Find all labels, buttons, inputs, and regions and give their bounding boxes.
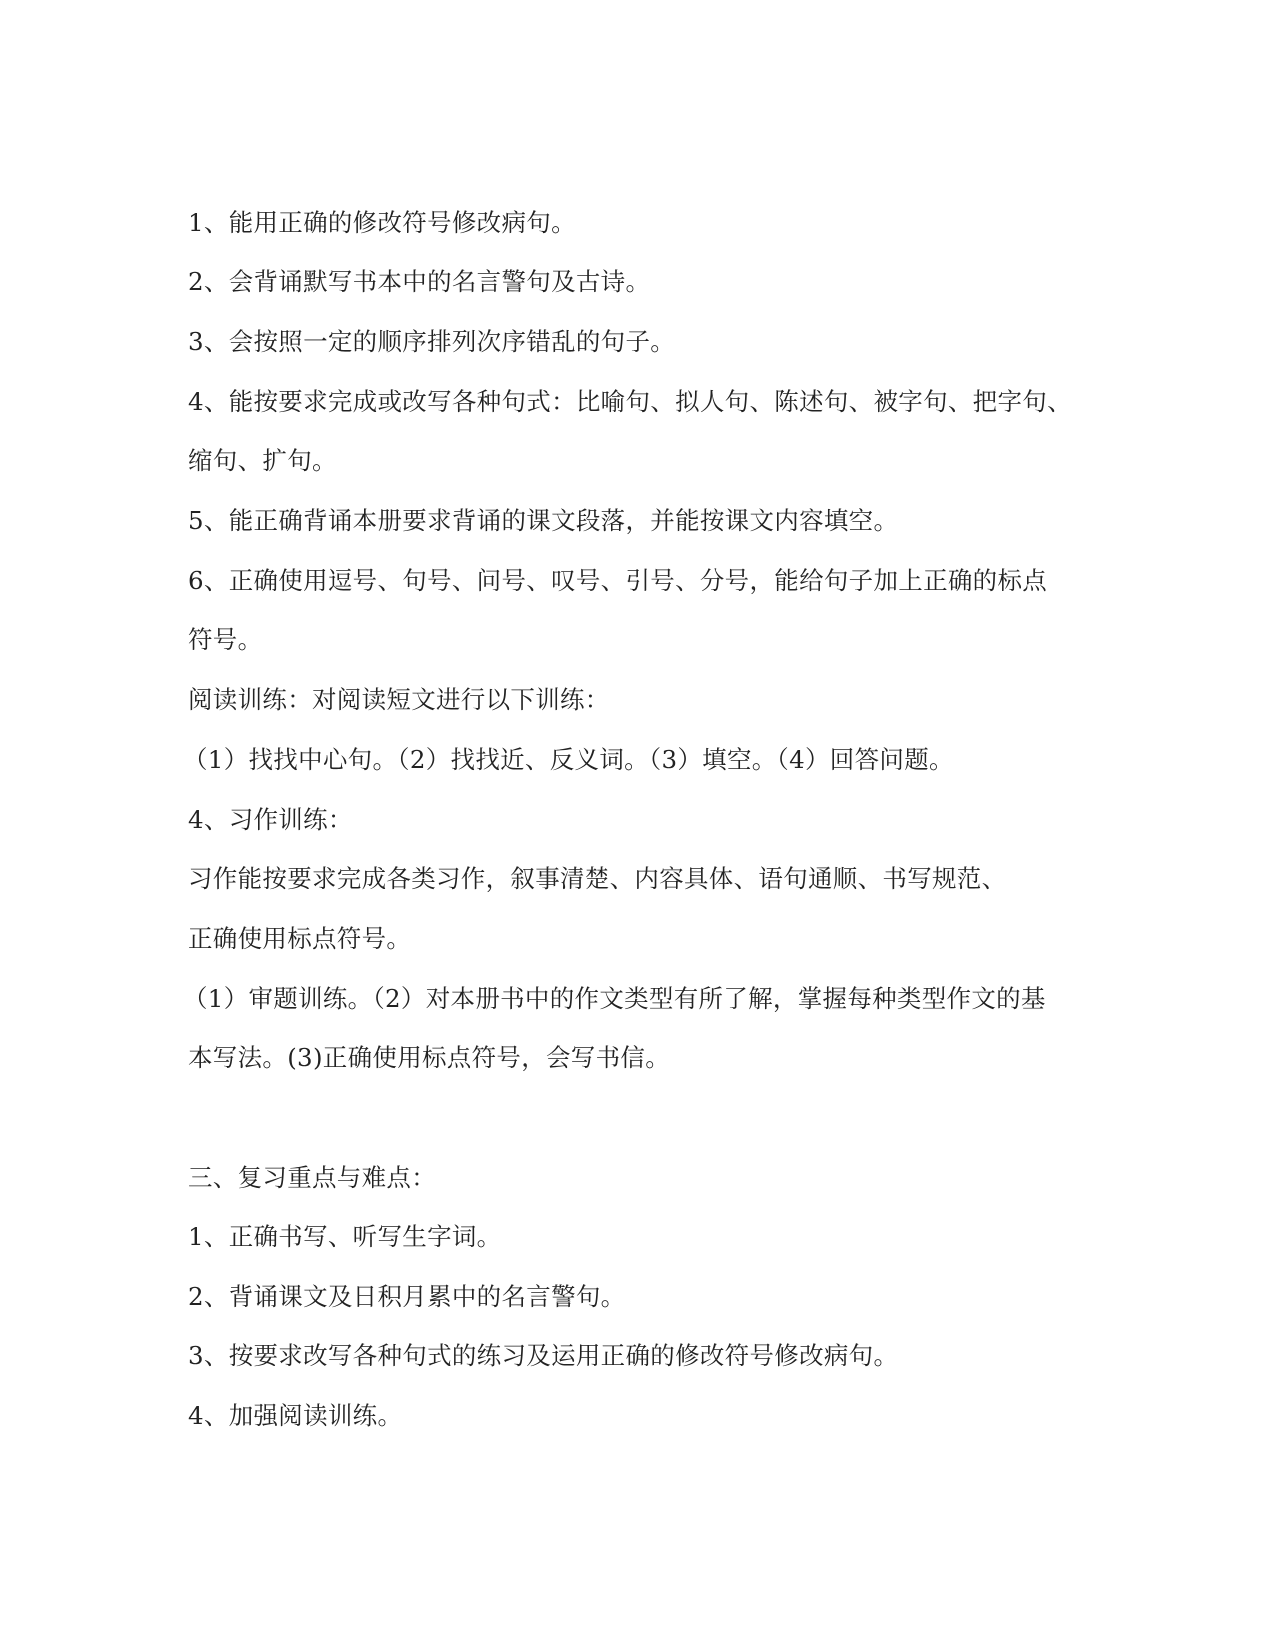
- text-line-14: （1）审题训练。（2）对本册书中的作文类型有所了解，掌握每种类型作文的基: [183, 984, 1046, 1013]
- text-line-2: 2、会背诵默写书本中的名言警句及古诗。: [188, 267, 651, 296]
- text-line-8: 符号。: [188, 625, 263, 654]
- text-line-20: 4、加强阅读训练。: [188, 1401, 403, 1430]
- text-line-13: 正确使用标点符号。: [188, 924, 412, 953]
- text-line-11: 4、习作训练：: [188, 805, 353, 834]
- text-line-10: （1）找找中心句。（2）找找近、反义词。（3）填空。（4）回答问题。: [183, 745, 954, 774]
- text-line-6: 5、能正确背诵本册要求背诵的课文段落，并能按课文内容填空。: [188, 506, 899, 535]
- text-line-18: 2、背诵课文及日积月累中的名言警句。: [188, 1282, 626, 1311]
- text-line-19: 3、按要求改写各种句式的练习及运用正确的修改符号修改病句。: [188, 1341, 899, 1370]
- text-line-7: 6、正确使用逗号、句号、问号、叹号、引号、分号，能给句子加上正确的标点: [188, 566, 1048, 595]
- text-line-3: 3、会按照一定的顺序排列次序错乱的句子。: [188, 327, 676, 356]
- text-line-4: 4、能按要求完成或改写各种句式：比喻句、拟人句、陈述句、被字句、把字句、: [188, 387, 1072, 416]
- text-line-15: 本写法。(3)正确使用标点符号，会写书信。: [188, 1043, 671, 1072]
- text-line-5: 缩句、扩句。: [188, 446, 337, 475]
- text-line-17: 1、正确书写、听写生字词。: [188, 1222, 502, 1251]
- text-line-9: 阅读训练：对阅读短文进行以下训练：: [188, 685, 610, 714]
- section-heading: 三、复习重点与难点：: [188, 1163, 436, 1192]
- text-line-1: 1、能用正确的修改符号修改病句。: [188, 208, 576, 237]
- text-line-12: 习作能按要求完成各类习作，叙事清楚、内容具体、语句通顺、书写规范、: [188, 864, 1007, 893]
